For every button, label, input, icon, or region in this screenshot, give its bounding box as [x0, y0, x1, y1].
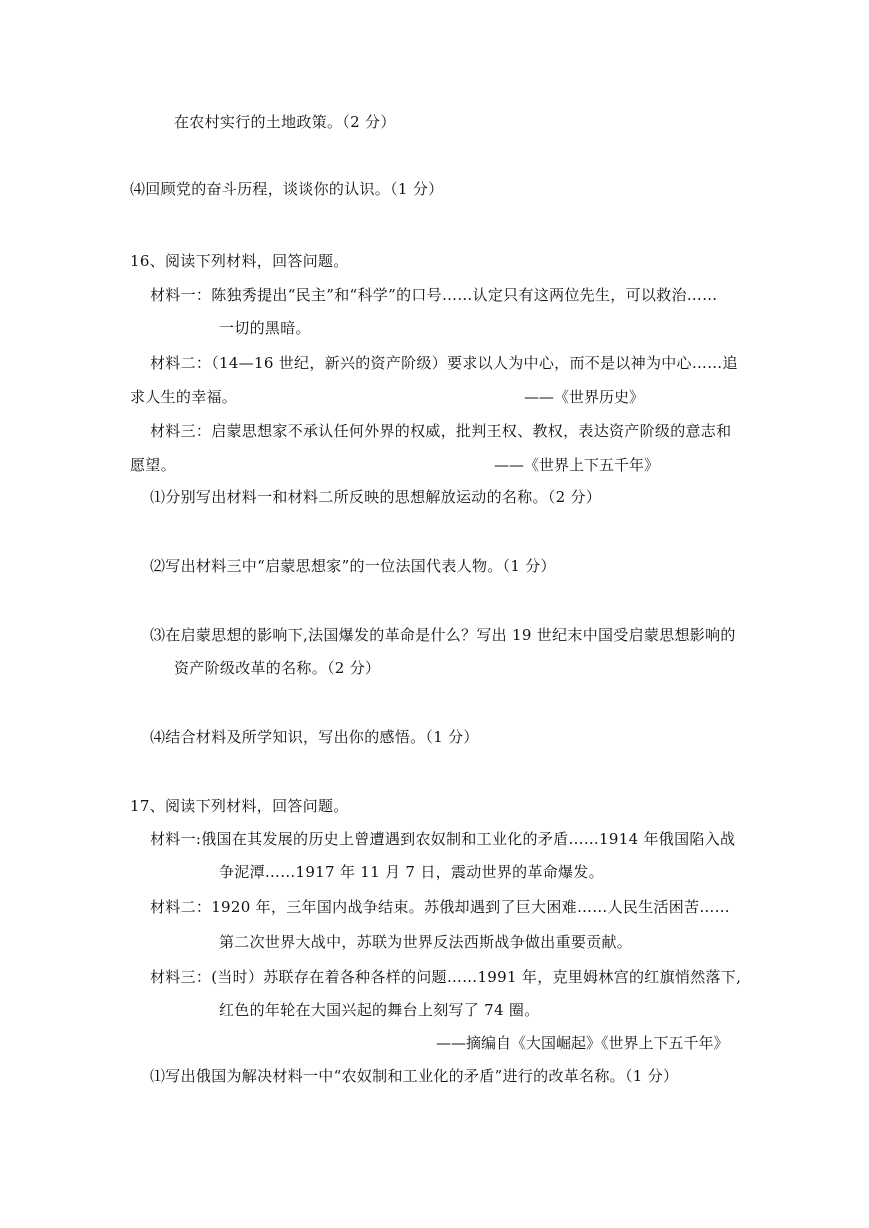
q16-material-2-line-1: 材料二：（14—16 世纪，新兴的资产阶级）要求以人为中心，而不是以神为中心……追 [150, 354, 738, 372]
q16-material-2-line-2: 求人生的幸福。 [130, 388, 238, 406]
q16-material-1-line-1: 材料一：陈独秀提出“民主”和“科学”的口号……认定只有这两位先生，可以救治…… [150, 286, 718, 304]
q16-sub3-line-2: 资产阶级改革的名称。（2 分） [174, 659, 381, 677]
q17-material-3-line-2: 红色的年轮在大国兴起的舞台上刻写了 74 圈。 [219, 1001, 540, 1019]
q17-sub1: ⑴写出俄国为解决材料一中“农奴制和工业化的矛盾”进行的改革名称。（1 分） [150, 1067, 679, 1085]
q16-material-3-line-1: 材料三：启蒙思想家不承认任何外界的权威，批判王权、教权，表达资产阶级的意志和 [150, 422, 732, 440]
q15-sub4: ⑷回顾党的奋斗历程，谈谈你的认识。（1 分） [130, 180, 444, 198]
q16-material-1-line-2: 一切的黑暗。 [219, 319, 311, 337]
q17-material-2-line-2: 第二次世界大战中，苏联为世界反法西斯战争做出重要贡献。 [219, 933, 633, 951]
q16-material-2-source: ——《世界历史》 [524, 388, 645, 406]
q16-sub4: ⑷结合材料及所学知识，写出你的感悟。（1 分） [150, 728, 479, 746]
q16-sub3-line-1: ⑶在启蒙思想的影响下,法国爆发的革命是什么？写出 19 世纪末中国受启蒙思想影响的 [150, 626, 736, 644]
q17-material-1-line-2: 争泥潭……1917 年 11 月 7 日，震动世界的革命爆发。 [219, 863, 604, 881]
q17-material-2-line-1: 材料二：1920 年，三年国内战争结束。苏俄却遇到了巨大困难……人民生活困苦…… [150, 898, 730, 916]
q16-title: 16、阅读下列材料，回答问题。 [130, 252, 349, 270]
q16-material-3-source: ——《世界上下五千年》 [494, 456, 660, 474]
q15-sub3-cont: 在农村实行的土地政策。（2 分） [174, 113, 396, 131]
q17-title: 17、阅读下列材料，回答问题。 [130, 797, 349, 815]
q17-material-3-line-1: 材料三：(当时）苏联存在着各种各样的问题……1991 年，克里姆林宫的红旗悄然落下, [150, 968, 742, 986]
q17-material-1-line-1: 材料一:俄国在其发展的历史上曾遭遇到农奴制和工业化的矛盾……1914 年俄国陷入战 [150, 830, 736, 848]
q17-material-3-source: ——摘编自《大国崛起》《世界上下五千年》 [436, 1034, 729, 1052]
q16-sub2: ⑵写出材料三中“启蒙思想家”的一位法国代表人物。（1 分） [150, 557, 556, 575]
q16-material-3-line-2: 愿望。 [130, 456, 176, 474]
q16-sub1: ⑴分别写出材料一和材料二所反映的思想解放运动的名称。（2 分） [150, 488, 602, 506]
